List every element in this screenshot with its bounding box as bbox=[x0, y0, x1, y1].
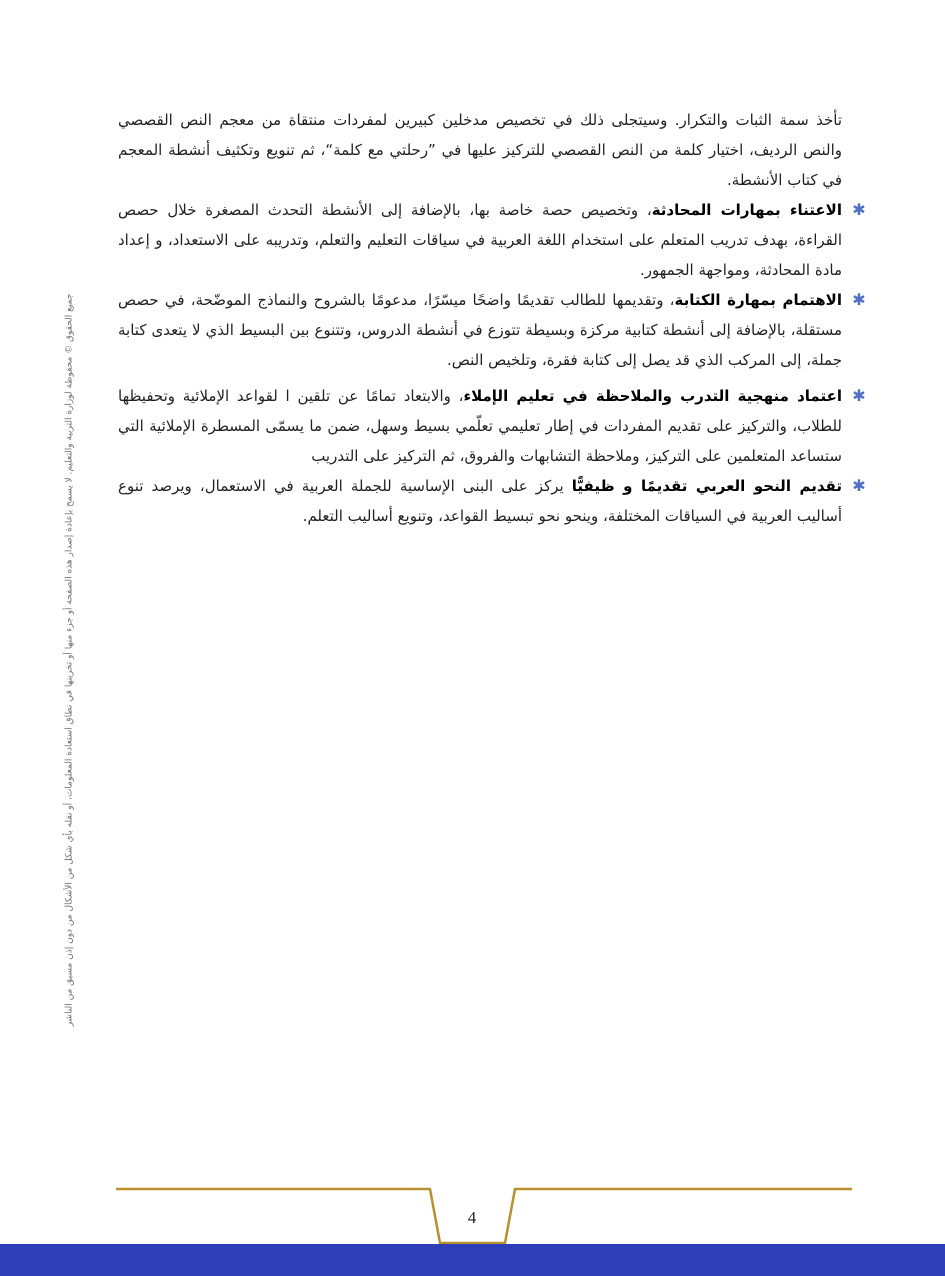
intro-paragraph: تأخذ سمة الثبات والتكرار. وسيتجلى ذلك في تخصيص مدخلين كبيرين لمفردات منتقاة من معجم النص القصصي والنص الرديف، اختيار كلمة من النص القصصي للتركيز عليها في ”رحلتي مع كلمة“، ثم تنويع وتكثيف أنشطة المعجم في كتاب الأنشطة. bbox=[118, 111, 842, 189]
item-heading: الاعتناء بمهارات المحادثة bbox=[651, 201, 842, 219]
asterisk-icon: ✱ bbox=[852, 290, 866, 309]
item-text: ، والابتعاد تمامًا عن تلقين ا لقواعد الإملائية وتحفيظها للطلاب، والتركيز على تقديم المفردات في إطار تعليمي تعلّمي بسيط وسهل، ضمن ما يسمّى المسطرة الإملائية التي ستساعد المتعلمين على التركيز، وملاحظة التشابهات والفروق، ثم التركيز على التدريب bbox=[118, 387, 842, 465]
item-text: يركز على البنى الإساسية للجملة العربية في الاستعمال، ويرصد تنوع أساليب العربية في السياقات المختلفة، وينحو نحو تبسيط القواعد، وتنويع أساليب التعلم. bbox=[118, 477, 842, 525]
asterisk-icon: ✱ bbox=[852, 200, 866, 219]
item-heading: الاهتمام بمهارة الكتابة bbox=[674, 291, 842, 309]
item-text: ، وتقديمها للطالب تقديمًا واضحًا ميسّرًا، مدعومًا بالشروح والنماذج الموضّحة، في حصص مستقلة، بالإضافة إلى أنشطة كتابية مركزة وبسيطة تتوزع في أنشطة الدروس، وتتنوع بين البسيط الذي لا يتعدى كتابة جملة، إلى المركب الذي قد يصل إلى كتابة فقرة، وتلخيص النص. bbox=[118, 291, 842, 369]
asterisk-icon: ✱ bbox=[852, 386, 866, 405]
item-heading: تقديم النحو العربي تقديمًا و ظيفيًّا bbox=[571, 477, 842, 495]
item-text: ، وتخصيص حصة خاصة بها، بالإضافة إلى الأنشطة التحدث المصغرة خلال حصص القراءة، بهدف تدريب المتعلم على استخدام اللغة العربية في سياقات التعليم والتعلم، وتدريبه على الاستعداد، و إعداد مادة المحادثة، ومواجهة الجمهور. bbox=[118, 201, 842, 279]
page-number: 4 bbox=[467, 1208, 477, 1227]
copyright-notice: جميع الحقوق © محفوظة لوزارة التربية والتعليم. لا يسمح بإعادة إصدار هذه الصفحة أو جزء منها أو تخزينها في نطاق استعادة المعلومات، أو نقله بأي شكل من الأشكال من دون إذن مسبق من الناشر bbox=[64, 293, 74, 1027]
item-heading: اعتماد منهجية التدرب والملاحظة في تعليم الإملاء bbox=[463, 387, 843, 405]
asterisk-icon: ✱ bbox=[852, 476, 866, 495]
bottom-color-band bbox=[0, 1244, 945, 1276]
